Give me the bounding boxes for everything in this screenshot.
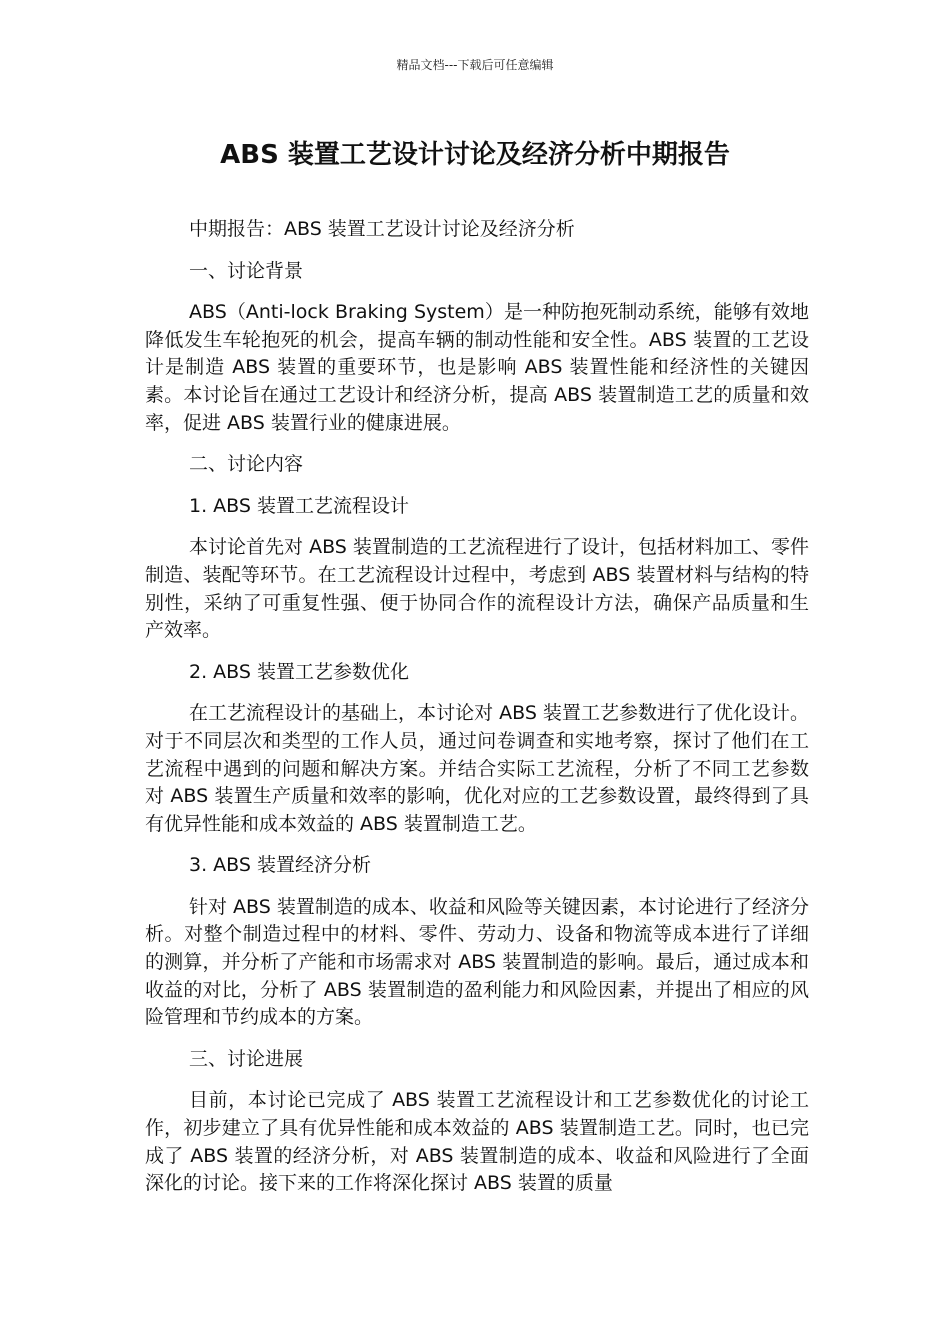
- document-title: ABS 装置工艺设计讨论及经济分析中期报告: [220, 140, 730, 170]
- page-header-note: 精品文档---下载后可任意编辑: [396, 58, 554, 72]
- intro-line: 中期报告：ABS 装置工艺设计讨论及经济分析: [189, 218, 575, 240]
- section-heading-progress: 三、讨论进展: [189, 1047, 304, 1070]
- subheading-parameter-optimization: 2. ABS 装置工艺参数优化: [189, 660, 409, 683]
- section-heading-background: 一、讨论背景: [189, 259, 304, 282]
- subheading-process-design: 1. ABS 装置工艺流程设计: [189, 494, 409, 517]
- document-body: [145, 216, 809, 1212]
- paragraph-economic-analysis: 针对 ABS 装置制造的成本、收益和风险等关键因素，本讨论进行了经济分析。对整个制造过程中的材料、零件、劳动力、设备和物流等成本进行了详细的测算，并分析了产能和市场需求对 ABS 装置制造的影响。最后，通过成本和收益的对比，分析了 ABS 装置制造的盈利能力和风险因素，并提出了相应的风险管理和节约成本的方案。: [145, 895, 809, 1029]
- paragraph-process-design: 本讨论首先对 ABS 装置制造的工艺流程进行了设计，包括材料加工、零件制造、装配等环节。在工艺流程设计过程中，考虑到 ABS 装置材料与结构的特别性，采纳了可重复性强、便于协同合作的流程设计方法，确保产品质量和生产效率。: [145, 536, 809, 642]
- subheading-economic-analysis: 3. ABS 装置经济分析: [189, 854, 371, 877]
- paragraph-parameter-optimization: 在工艺流程设计的基础上，本讨论对 ABS 装置工艺参数进行了优化设计。对于不同层次和类型的工作人员，通过问卷调查和实地考察，探讨了他们在工艺流程中遇到的问题和解决方案。并结合实际工艺流程，分析了不同工艺参数对 ABS 装置生产质量和效率的影响，优化对应的工艺参数设置，最终得到了具有优异性能和成本效益的 ABS 装置制造工艺。: [145, 702, 809, 835]
- section-heading-content: 二、讨论内容: [189, 453, 304, 476]
- paragraph-progress: 目前，本讨论已完成了 ABS 装置工艺流程设计和工艺参数优化的讨论工作，初步建立了具有优异性能和成本效益的 ABS 装置制造工艺。同时，也已完成了 ABS 装置的经济分析，对 ABS 装置制造的成本、收益和风险进行了全面深化的讨论。接下来的工作将深化探讨 ABS 装置的质量: [145, 1089, 809, 1195]
- paragraph-background: ABS（Anti-lock Braking System）是一种防抱死制动系统，能够有效地降低发生车轮抱死的机会，提高车辆的制动性能和安全性。ABS 装置的工艺设计是制造 ABS 装置的重要环节，也是影响 ABS 装置性能和经济性的关键因素。本讨论旨在通过工艺设计和经济分析，提高 ABS 装置制造工艺的质量和效率，促进 ABS 装置行业的健康进展。: [145, 301, 809, 434]
